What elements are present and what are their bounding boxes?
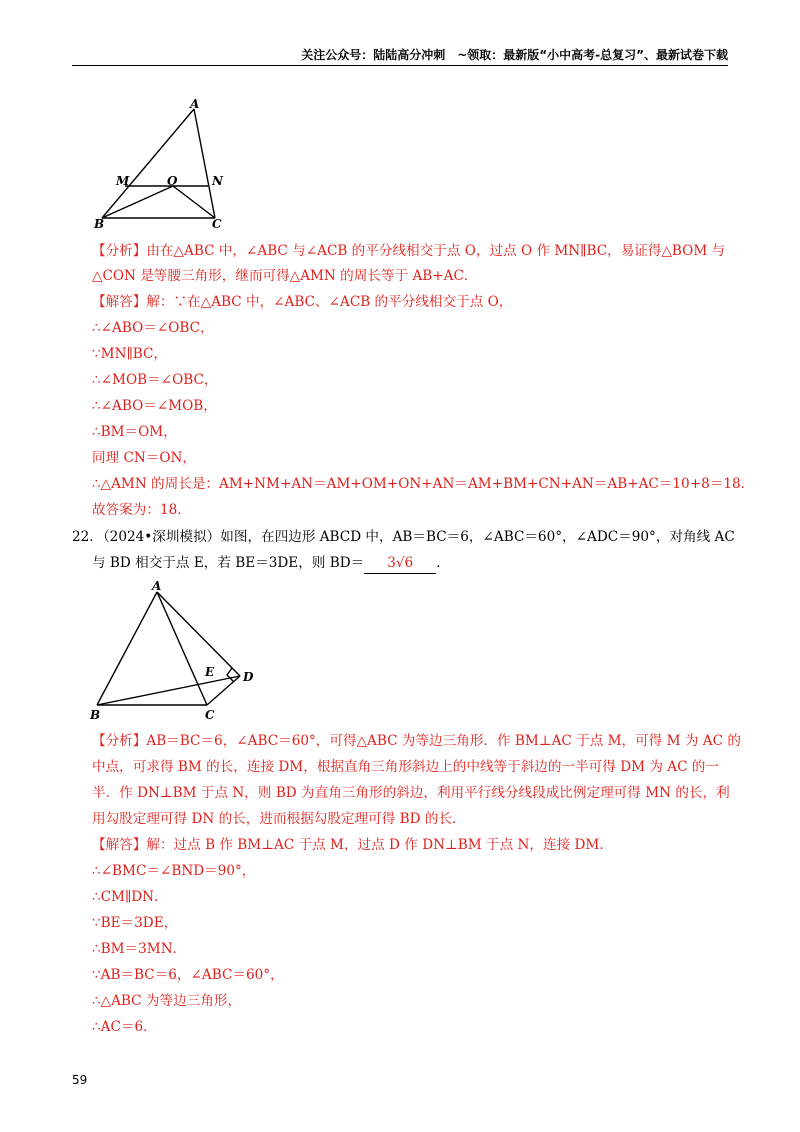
- label-c: C: [212, 217, 222, 230]
- analysis-line-1: 【分析】由在△ABC 中，∠ABC 与∠ACB 的平分线相交于点 O，过点 O 作 MN∥BC，易证得△BOM 与: [92, 243, 726, 259]
- page-header: 关注公众号：陆陆高分冲刺 ~领取：最新版“小中高考-总复习”、最新试卷下载: [301, 48, 728, 62]
- solution-22-line-8: ∴AC＝6．: [92, 1019, 157, 1035]
- solution-line-2: ∴∠ABO＝∠OBC，: [92, 320, 214, 336]
- solution-line-4: ∴∠MOB＝∠OBC，: [92, 372, 218, 388]
- label-o: O: [167, 174, 178, 188]
- header-rule: [72, 65, 728, 66]
- label-d: D: [243, 670, 254, 684]
- solution-line-7: 同理 CN＝ON，: [92, 450, 197, 466]
- analysis-line-2: △CON 是等腰三角形，继而可得△AMN 的周长等于 AB+AC．: [92, 268, 478, 284]
- label-a: A: [152, 580, 162, 593]
- label-n: N: [212, 174, 223, 188]
- label-b: B: [90, 708, 101, 722]
- solution-line-6: ∴BM＝OM，: [92, 424, 177, 440]
- analysis-22-line-3: 半．作 DN⊥BM 于点 N，则 BD 为直角三角形的斜边，利用平行线分线段成比例定理可得 MN 的长，利: [92, 785, 730, 801]
- question-22-line-1: 22．（2024•深圳模拟）如图，在四边形 ABCD 中，AB＝BC＝6，∠ABC＝60°，∠ADC＝90°，对角线 AC: [72, 529, 735, 545]
- label-b: B: [94, 217, 105, 230]
- label-m: M: [116, 174, 130, 188]
- solution-22-line-7: ∴△ABC 为等边三角形，: [92, 993, 242, 1009]
- solution-line-9: 故答案为：18．: [92, 502, 191, 518]
- label-c: C: [205, 708, 215, 722]
- analysis-22-line-4: 用勾股定理可得 DN 的长，进而根据勾股定理可得 BD 的长．: [92, 811, 466, 827]
- solution-line-3: ∵MN∥BC，: [92, 346, 167, 362]
- question-22-end: ．: [436, 555, 450, 571]
- solution-line-8: ∴△AMN 的周长是：AM+NM+AN＝AM+OM+ON+AN＝AM+BM+CN+AN＝AB+AC＝10+8＝18．: [92, 476, 755, 492]
- solution-22-line-2: ∴∠BMC＝∠BND＝90°，: [92, 863, 256, 879]
- analysis-22-line-2: 中点，可求得 BM 的长，连接 DM，根据直角三角形斜边上的中线等于斜边的一半可得 DM 为 AC 的一: [92, 759, 719, 775]
- solution-22-line-3: ∴CM∥DN．: [92, 889, 168, 905]
- question-22-line-2: [92, 553, 450, 574]
- solution-22-line-4: ∵BE＝3DE，: [92, 915, 178, 931]
- figure-quadrilateral-abcd: [82, 580, 262, 722]
- solution-line-5: ∴∠ABO＝∠MOB，: [92, 398, 217, 414]
- page-number: 59: [72, 1073, 88, 1087]
- figure-triangle-amn: [92, 96, 242, 230]
- solution-22-line-1: 【解答】解：过点 B 作 BM⊥AC 于点 M，过点 D 作 DN⊥BM 于点 N，连接 DM．: [92, 837, 613, 853]
- solution-22-line-6: ∵AB＝BC＝6，∠ABC＝60°，: [92, 967, 284, 983]
- question-22-answer: 3√6: [387, 555, 414, 571]
- label-e: E: [205, 665, 215, 679]
- analysis-22-line-1: 【分析】AB＝BC＝6，∠ABC＝60°，可得△ABC 为等边三角形．作 BM⊥AC 于点 M，可得 M 为 AC 的: [92, 733, 741, 749]
- question-22-text: 与 BD 相交于点 E，若 BE＝3DE，则 BD＝: [92, 555, 365, 571]
- solution-22-line-5: ∴BM＝3MN．: [92, 941, 187, 957]
- solution-line-1: 【解答】解：∵在△ABC 中，∠ABC、∠ACB 的平分线相交于点 O，: [92, 294, 513, 310]
- label-a: A: [190, 97, 200, 111]
